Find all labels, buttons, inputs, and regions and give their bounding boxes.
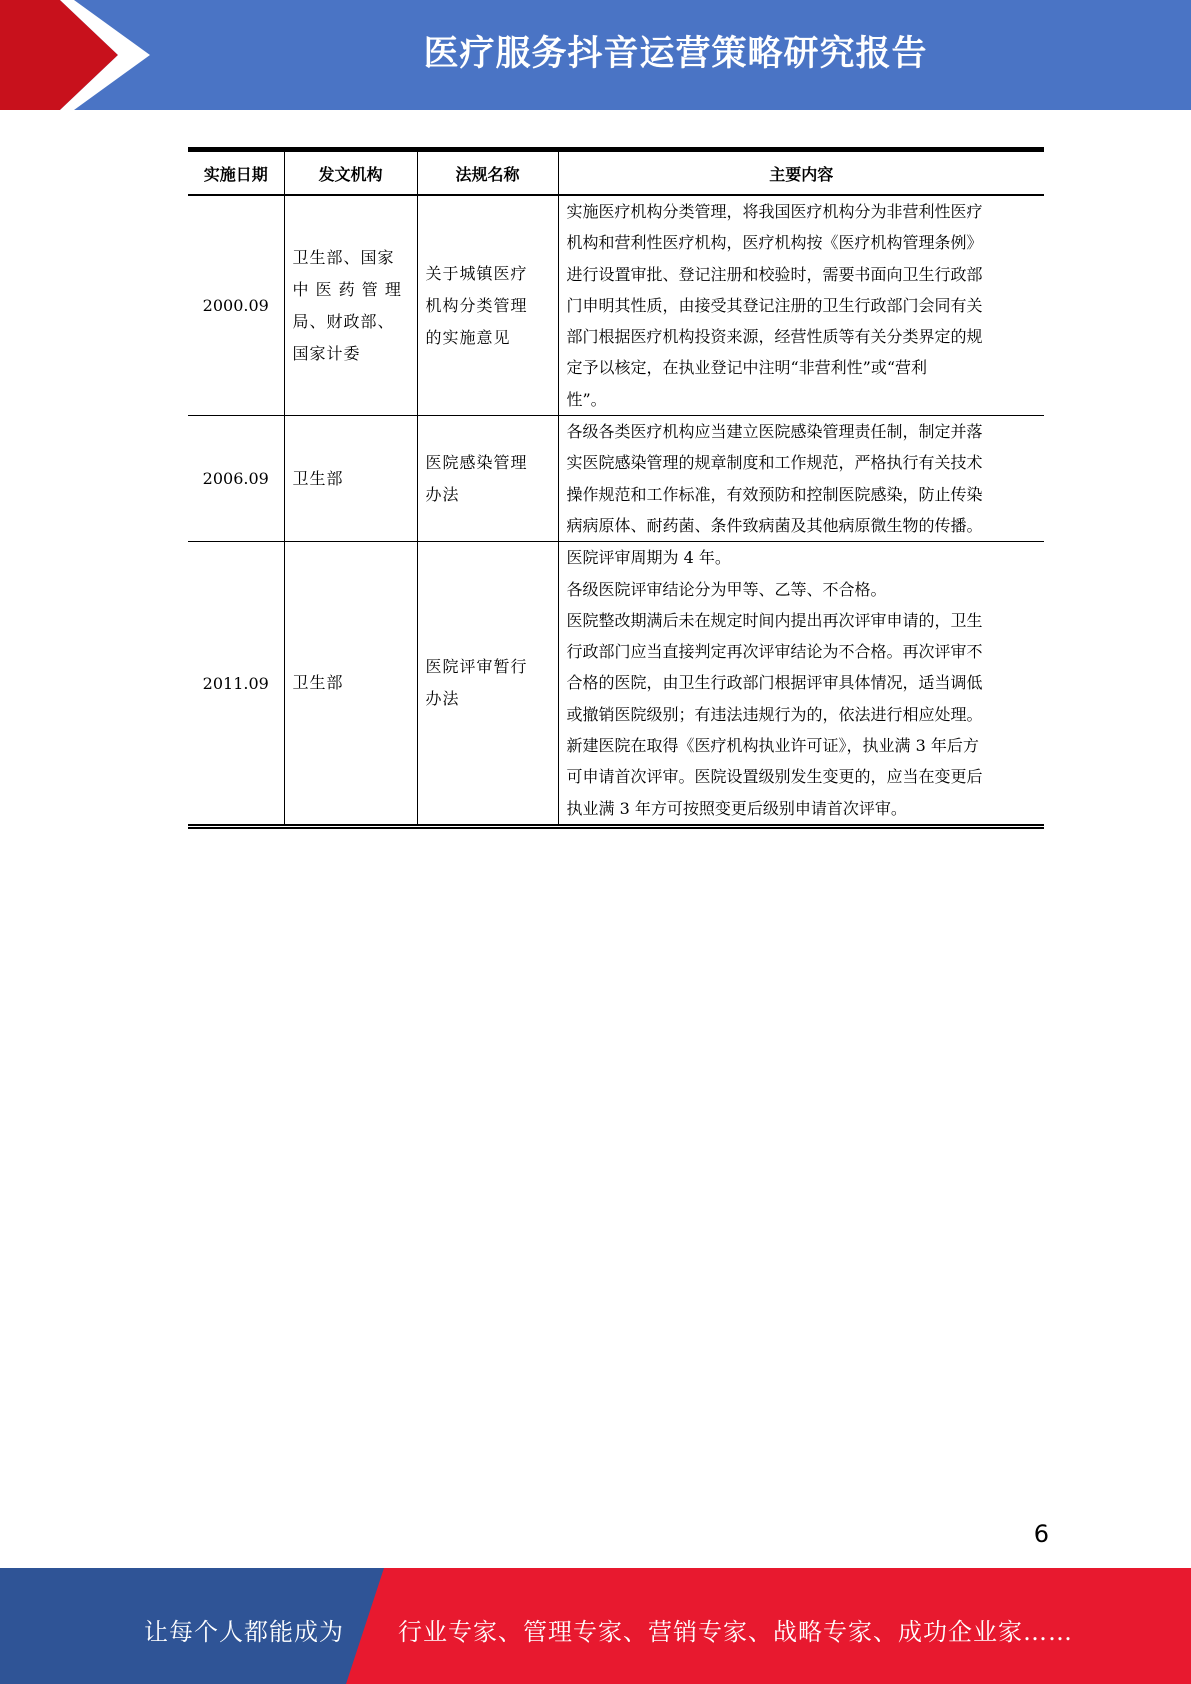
column-header-regulation-name: 法规名称 [417,150,558,196]
regulation-name-line: 机构分类管理 [425,295,528,315]
cell-regulation-name [417,542,558,827]
content-line: 定予以核定，在执业登记中注明“非营利性”或“营利 [566,358,928,378]
report-title: 医疗服务抖音运营策略研究报告 [423,34,928,74]
content-line: 行政部门应当直接判定再次评审结论为不合格。再次评审不 [566,642,983,662]
footer-slogan-right: 行业专家、管理专家、营销专家、战略专家、成功企业家…… [398,1618,1073,1646]
cell-main-content [558,195,1044,416]
content-line: 医院整改期满后未在规定时间内提出再次评审申请的，卫生 [566,610,983,630]
content-line: 新建医院在取得《医疗机构执业许可证》，执业满 3 年后方 [566,736,979,756]
regulation-name-line: 关于城镇医疗 [425,263,528,283]
column-header-issuer: 发文机构 [284,150,417,196]
issuer-line: 局、财政部、 [292,311,395,331]
content-line: 进行设置审批、登记注册和校验时，需要书面向卫生行政部 [566,264,983,284]
footer-slogan-left: 让每个人都能成为 [144,1618,344,1646]
issuer-line: 卫生部 [292,468,344,488]
content-line: 医院评审周期为 4 年。 [566,548,731,568]
regulation-name-line: 医院评审暂行 [425,657,528,677]
regulation-name-line: 办法 [425,689,460,709]
content-line: 可申请首次评审。医院设置级别发生变更的，应当在变更后 [566,767,983,787]
regulation-table [188,147,1044,829]
column-header-date: 实施日期 [188,150,284,196]
content-line: 病病原体、耐药菌、条件致病菌及其他病原微生物的传播。 [566,515,983,535]
cell-main-content [558,542,1044,827]
page-footer [0,1568,1191,1684]
cell-regulation-name [417,416,558,542]
content-line: 合格的医院，由卫生行政部门根据评审具体情况，适当调低 [566,673,983,693]
cell-date: 2000.09 [188,195,284,416]
issuer-line: 卫生部 [292,673,344,693]
content-line: 各级医院评审结论分为甲等、乙等、不合格。 [566,579,887,599]
page-header [0,0,1191,110]
content-line: 或撤销医院级别；有违法违规行为的，依法进行相应处理。 [566,704,983,724]
cell-regulation-name [417,195,558,416]
content-line: 实施医疗机构分类管理，将我国医疗机构分为非营利性医疗 [566,202,983,221]
content-line: 实医院感染管理的规章制度和工作规范，严格执行有关技术 [566,453,983,473]
regulation-name-line: 办法 [425,484,460,504]
cell-issuer [284,542,417,827]
content-line: 各级各类医疗机构应当建立医院感染管理责任制，制定并落 [566,422,983,442]
issuer-line: 卫生部、国家 [292,247,395,267]
regulation-name-line: 的实施意见 [425,327,511,347]
table-row [188,195,1044,416]
page-number: 6 [1033,1520,1049,1548]
content-line: 性”。 [566,389,607,409]
content-line: 机构和营利性医疗机构，医疗机构按《医疗机构管理条例》 [566,233,983,253]
content-line: 门申明其性质，由接受其登记注册的卫生行政部门会同有关 [566,295,983,315]
regulation-name-line: 医院感染管理 [425,452,528,472]
cell-date: 2006.09 [188,416,284,542]
issuer-line: 国家计委 [292,343,361,363]
content-line: 执业满 3 年方可按照变更后级别申请首次评审。 [566,798,907,818]
cell-date: 2011.09 [202,673,269,693]
issuer-line: 中 医 药 管 理 [292,279,402,299]
content-line: 操作规范和工作标准，有效预防和控制医院感染，防止传染 [566,484,983,504]
content-line: 部门根据医疗机构投资来源，经营性质等有关分类界定的规 [566,327,983,347]
table-row [188,416,1044,542]
table-row [188,542,1044,827]
column-header-main-content: 主要内容 [558,150,1044,196]
cell-issuer [284,195,417,416]
cell-main-content [558,416,1044,542]
cell-issuer [284,416,417,542]
table-header-row [188,150,1044,196]
